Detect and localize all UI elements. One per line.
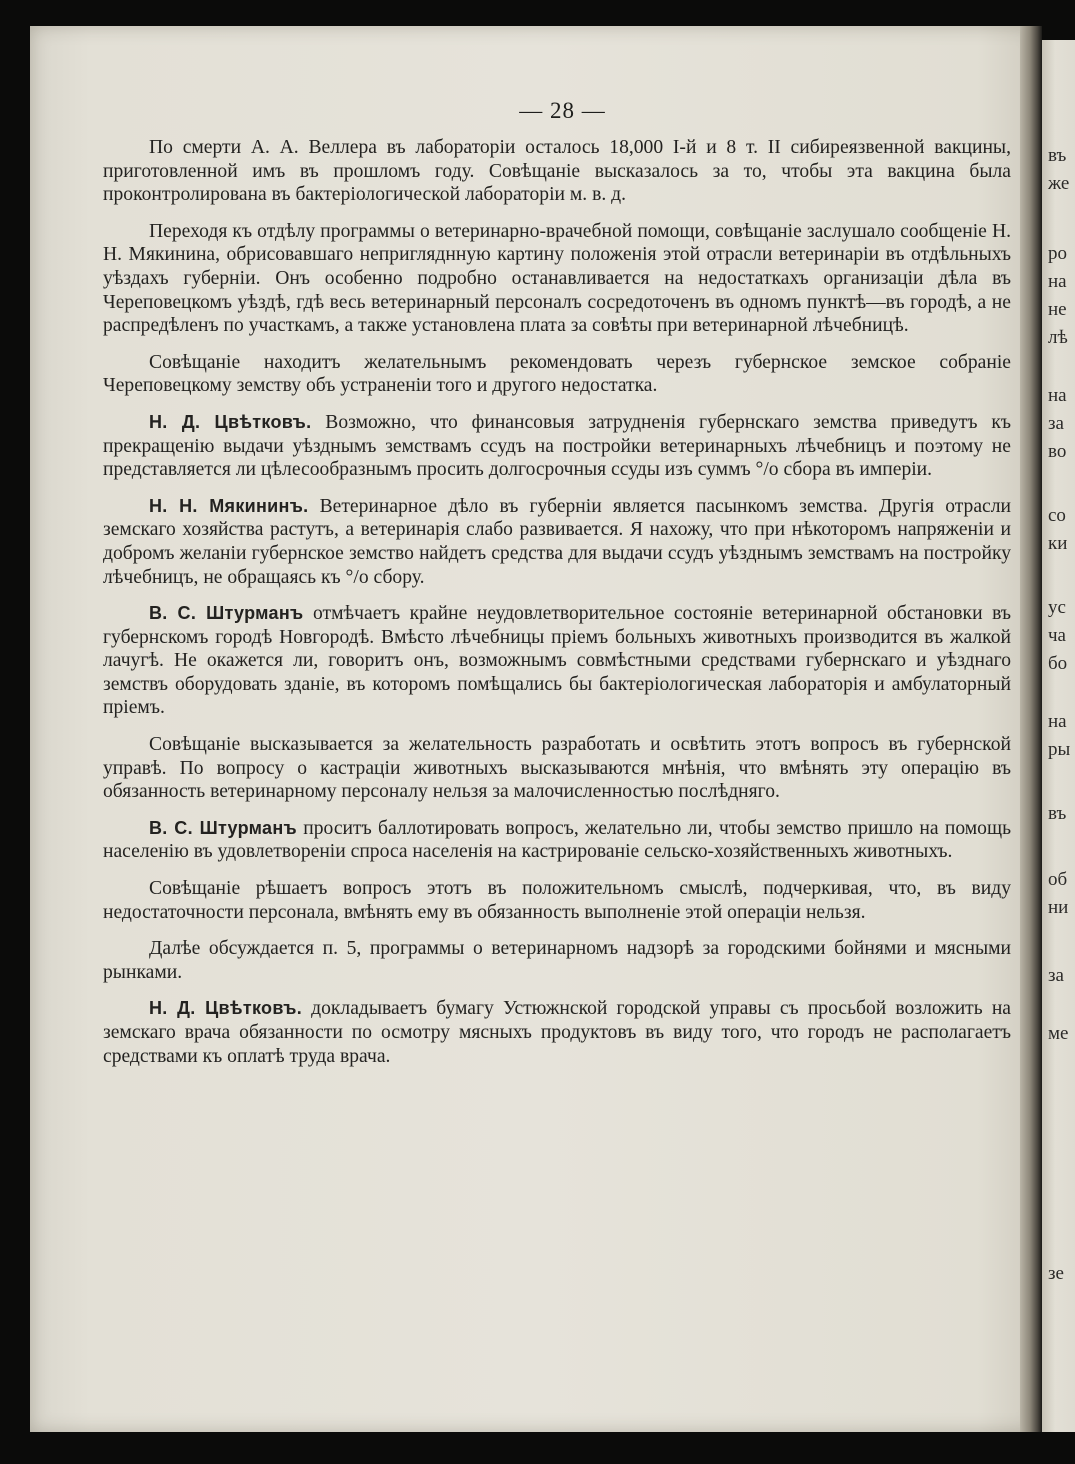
paragraph-text: Возможно, что финансовыя затрудненія губернскаго земства приведутъ къ прекращенію выдачи уѣзднымъ земствамъ ссудъ на постройки ветеринарныхъ лѣчебницъ и поэтому не представляется ли цѣлесообразнымъ просить долгосрочныя ссуды изъ суммъ °/о сбора въ имперіи. xyxy=(103,411,1011,481)
facing-page-fragment: ча xyxy=(1048,625,1066,646)
facing-page-fragment: со xyxy=(1048,505,1066,526)
facing-page-fragment: ме xyxy=(1048,1023,1069,1044)
paragraph xyxy=(103,733,1011,804)
paragraph-text: Далѣе обсуждается п. 5, программы о ветеринарномъ надзорѣ за городскими бойнями и мясными рынками. xyxy=(103,938,1011,983)
paragraph-text: отмѣчаетъ крайне неудовлетворительное состояніе ветеринарной обстановки въ губернскомъ городѣ Новгородѣ. Вмѣсто лѣчебницы пріемъ больныхъ животныхъ производится въ жалкой лачугѣ. Не окажется ли, говоритъ онъ, возможнымъ совмѣстными средствами губернскаго и уѣзднаго земствъ оборудовать зданіе, въ которомъ помѣщались бы бактеріологическая лабораторія и амбулаторный пріемъ. xyxy=(103,603,1011,719)
paragraph-text: Совѣщаніе рѣшаетъ вопросъ этотъ въ положительномъ смыслѣ, подчеркивая, что, въ виду недостаточности персонала, вмѣнять ему въ обязанность выполненіе этой операціи нельзя. xyxy=(103,878,1011,923)
page-number-header xyxy=(0,98,1075,124)
facing-page-fragment: ки xyxy=(1048,533,1068,554)
facing-page-fragment: ни xyxy=(1048,897,1069,918)
facing-page-fragment: въ xyxy=(1048,145,1067,166)
paragraph-text: Ветеринарное дѣло въ губерніи является пасынкомъ земства. Другія отрасли земскаго хозяйства растутъ, а ветеринарія слабо развивается. Я нахожу, что при нѣкоторомъ напряженіи и добромъ желаніи губернское земство найдетъ средства для выдачи ссудъ уѣзднымъ земствамъ на постройку лѣчебницъ, не обращаясь къ °/о сбору. xyxy=(103,495,1011,588)
facing-page-fragment: ры xyxy=(1048,739,1071,760)
facing-page-fragment: не xyxy=(1048,299,1067,320)
speaker-name: В. С. Штурманъ xyxy=(149,603,304,624)
paragraph-text: Переходя къ отдѣлу программы о ветеринарно-врачебной помощи, совѣщаніе заслушало сообщеніе Н. Н. Мякинина, обрисовавшаго непригляднную картину положенія этой отрасли ветеринаріи въ отдѣльныхъ уѣздахъ губерніи. Онъ особенно подробно останавливается на недостаткахъ организаціи дѣла въ Череповецкомъ уѣздѣ, гдѣ весь ветеринарный персоналъ сосредоточенъ въ одномъ пунктѣ—въ городѣ, а не распредѣленъ по участкамъ, а также установлена плата за совѣты при ветеринарной лѣчебницѣ. xyxy=(103,220,1011,337)
speaker-name: Н. Н. Мякининъ. xyxy=(149,495,309,516)
paragraph xyxy=(103,877,1011,924)
paragraph xyxy=(103,351,1011,398)
facing-page-fragment: лѣ xyxy=(1048,327,1068,348)
paragraph xyxy=(103,997,1011,1068)
paragraph-text: По смерти А. А. Веллера въ лабораторіи осталось 18,000 I-й и 8 т. II сибиреязвенной вакцины, приготовленной имъ въ прошломъ году. Совѣщаніе высказалось за то, чтобы эта вакцина была проконтролирована въ бактеріологической лабораторіи м. в. д. xyxy=(103,137,1011,206)
paragraph xyxy=(103,937,1011,984)
facing-page-fragment: зе xyxy=(1048,1263,1064,1284)
paragraph-text: докладываетъ бумагу Устюжнской городской управы съ просьбой возложить на земскаго врача обязанности по осмотру мясныхъ продуктовъ въ виду того, что городъ не располагаетъ средствами къ оплатѣ труда врача. xyxy=(103,998,1011,1067)
book-gutter xyxy=(1020,26,1042,1432)
speaker-name: Н. Д. Цвѣтковъ. xyxy=(149,998,302,1019)
facing-page-fragment: же xyxy=(1048,173,1070,194)
facing-page-fragment: на xyxy=(1048,711,1067,732)
speaker-name: Н. Д. Цвѣтковъ. xyxy=(149,411,312,432)
paragraph xyxy=(103,220,1011,338)
page-number: — 28 — xyxy=(519,98,606,123)
facing-page-fragment: бо xyxy=(1048,653,1068,674)
paragraph-text: Совѣщаніе находитъ желательнымъ рекомендовать черезъ губернское земское собраніе Череповецкому земству объ устраненіи того и другого недостатка. xyxy=(103,351,1011,397)
facing-page-fragment: въ xyxy=(1048,803,1067,824)
paragraph xyxy=(103,495,1011,589)
facing-page-fragment: на xyxy=(1048,271,1067,292)
facing-page-fragment: ро xyxy=(1048,243,1067,264)
paragraph xyxy=(103,411,1011,482)
paragraph xyxy=(103,817,1011,864)
facing-page-fragment: на xyxy=(1048,385,1067,406)
facing-page-fragment: об xyxy=(1048,869,1068,890)
paragraph-text: Совѣщаніе высказывается за желательность разработать и освѣтить этотъ вопросъ въ губернской управѣ. По вопросу о кастраціи животныхъ высказываются мнѣнія, что вмѣнять эту операцію въ обязанность ветеринарному персоналу нельзя за малочисленностью послѣдняго. xyxy=(103,734,1011,803)
facing-page-fragment: за xyxy=(1048,413,1064,434)
facing-page-fragment: во xyxy=(1048,441,1067,462)
facing-page-fragment: ус xyxy=(1048,597,1066,618)
page-body xyxy=(103,136,1011,1081)
facing-page-fragment: за xyxy=(1048,965,1064,986)
paragraph xyxy=(103,602,1011,720)
facing-page-edge xyxy=(1042,40,1075,1432)
paragraph-text: проситъ баллотировать вопросъ, желательно ли, чтобы земство пришло на помощь населенію въ удовлетвореніи спроса населенія на кастрированіе сельско-хозяйственныхъ животныхъ. xyxy=(103,817,1011,863)
speaker-name: В. С. Штурманъ xyxy=(149,817,297,838)
paragraph xyxy=(103,136,1011,207)
